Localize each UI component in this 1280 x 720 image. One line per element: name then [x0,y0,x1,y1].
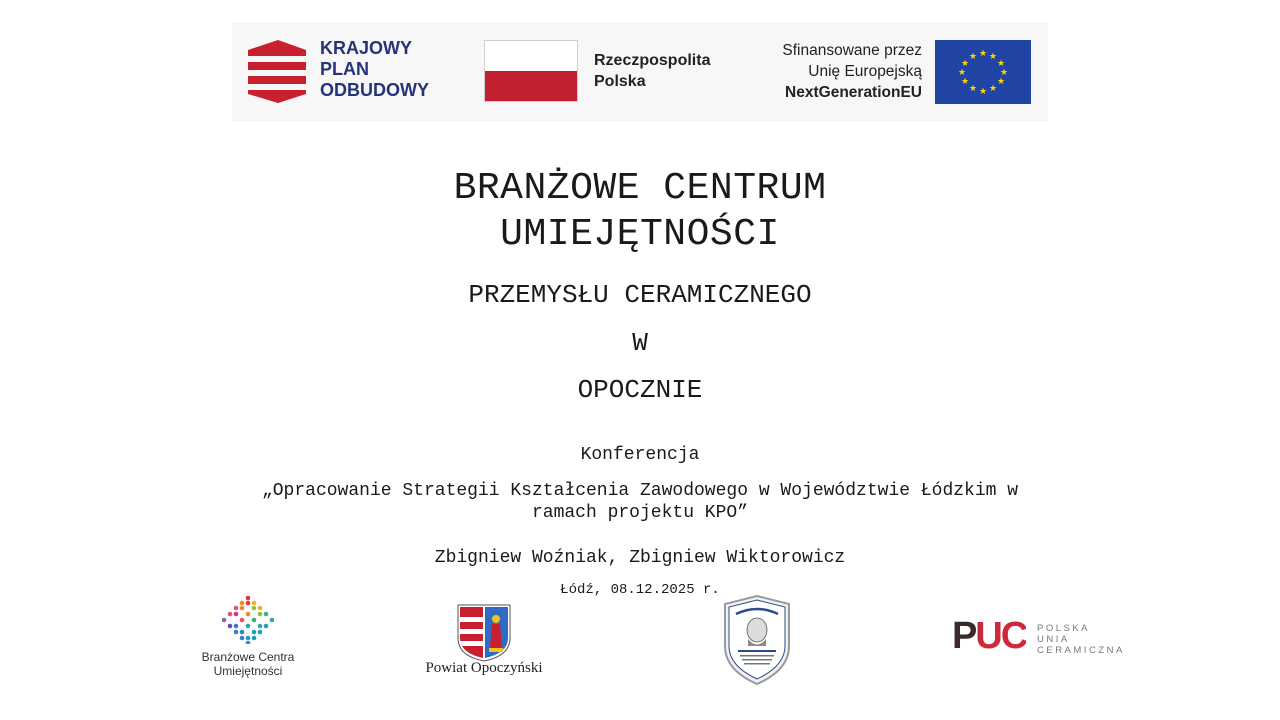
title-preposition: W [632,328,648,358]
title-location: OPOCZNIE [577,375,703,405]
kpo-logo-icon [248,40,308,104]
rzeczpospolita-logo-text: Rzeczpospolita Polska [594,52,711,90]
conference-topic: „Opracowanie Strategii Kształcenia Zawodowego w Województwie Łódzkim w ramach projektu KPO” [261,481,1019,523]
puc-logo-mark: PUC [952,615,1027,657]
eu-funding-text: Sfinansowane przez Unię Europejską NextGenerationEU [782,42,922,101]
page-title: BRANŻOWE CENTRUM UMIEJĘTNOŚCI [453,167,827,256]
eu-flag-icon [935,40,1031,104]
title-industry: PRZEMYSŁU CERAMICZNEGO [468,280,812,310]
polish-flag-icon [484,40,578,102]
authors: Zbigniew Woźniak, Zbigniew Wiktorowicz [434,548,846,568]
svg-text:★: ★ [978,87,988,97]
place-date: Łódź, 08.12.2025 r. [560,582,720,598]
kpo-logo-text: KRAJOWY PLAN ODBUDOWY [320,38,429,100]
bcu-logo-label: Branżowe Centra Umiejętności [201,650,295,678]
puc-logo-label: POLSKA UNIA CERAMICZNA [1037,623,1125,656]
conference-label: Konferencja [580,445,700,465]
svg-text:★: ★ [996,59,1006,69]
powiat-logo-label: Powiat Opoczyński [425,660,543,676]
svg-text:★: ★ [988,84,998,94]
svg-text:★: ★ [968,84,978,94]
svg-text:★: ★ [978,49,988,59]
bcu-logo-icon [222,594,274,644]
svg-text:★: ★ [968,52,978,62]
svg-text:★: ★ [988,52,998,62]
svg-text:★: ★ [999,68,1009,78]
powiat-coat-of-arms-icon [457,604,511,662]
svg-text:★: ★ [996,77,1006,87]
svg-text:★: ★ [960,77,970,87]
school-shield-icon [722,594,792,686]
svg-text:★: ★ [957,68,967,78]
svg-text:★: ★ [960,59,970,69]
